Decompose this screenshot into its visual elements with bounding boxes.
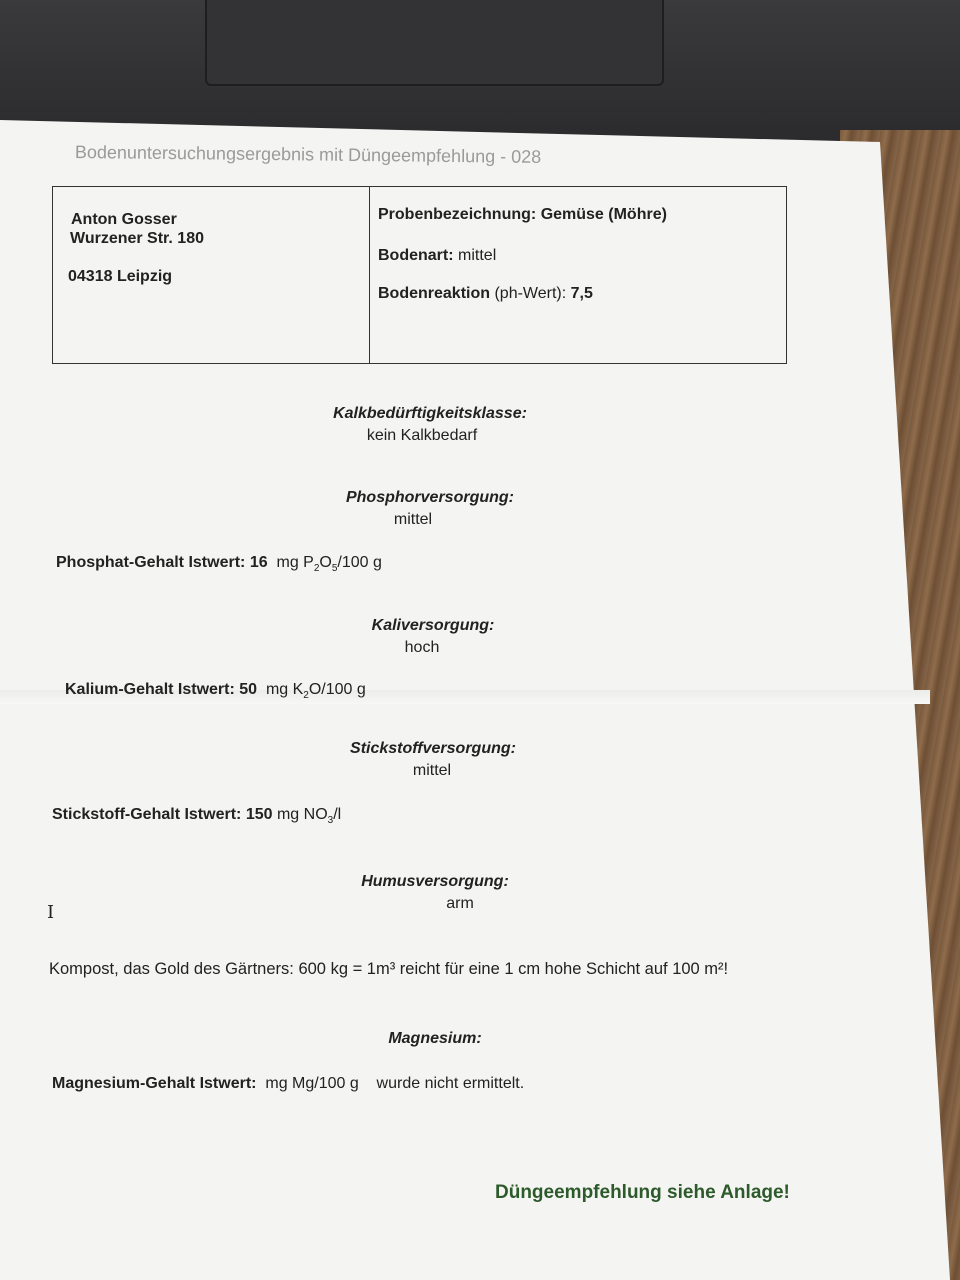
- magnesium-unit: mg Mg/100 g: [265, 1075, 359, 1092]
- nitrogen-value: mittel: [412, 762, 452, 779]
- nitrogen-sub1: 3: [327, 815, 334, 827]
- laptop-trackpad: [205, 0, 664, 86]
- address-name: Anton Gosser: [71, 211, 177, 228]
- potassium-label: Kalium-Gehalt Istwert:: [65, 681, 235, 698]
- soil-type: [378, 247, 496, 265]
- fertilizer-recommendation: Düngeempfehlung siehe Anlage!: [495, 1182, 790, 1203]
- potassium-heading: Kaliversorgung:: [371, 617, 495, 634]
- phosphate-unit-suffix: /100 g: [337, 554, 382, 571]
- nitrogen-unit-suffix: /l: [333, 806, 342, 823]
- nitrogen-unit-prefix: mg NO: [276, 806, 328, 823]
- phosphate-sub2: 5: [331, 563, 338, 575]
- reaction-value: 7,5: [570, 285, 593, 302]
- magnesium-measurement: [52, 1075, 524, 1093]
- phosphate-measurement: [56, 554, 382, 574]
- potassium-sub1: 2: [303, 690, 309, 702]
- reaction-unit: (ph-Wert):: [494, 285, 567, 302]
- nitrogen-measure-value: 150: [245, 806, 273, 823]
- info-box: [52, 186, 787, 364]
- magnesium-status: wurde nicht ermittelt.: [376, 1075, 525, 1092]
- address-cell: [53, 187, 370, 363]
- reaction-label: Bodenreaktion: [378, 285, 491, 302]
- phosphate-label: Phosphat-Gehalt Istwert:: [56, 554, 246, 571]
- magnesium-label: Magnesium-Gehalt Istwert:: [52, 1075, 257, 1092]
- nitrogen-label: Stickstoff-Gehalt Istwert:: [52, 806, 242, 823]
- soil-reaction: [378, 285, 593, 303]
- phosphor-value: mittel: [393, 511, 433, 528]
- nitrogen-measurement: [52, 806, 341, 826]
- humus-value: arm: [446, 895, 474, 912]
- designation-value: Gemüse (Möhre): [540, 206, 667, 223]
- document-title: Bodenuntersuchungsergebnis mit Düngeempfehlung - 028: [74, 142, 542, 167]
- address-city: 04318 Leipzig: [68, 268, 173, 285]
- potassium-unit-prefix: mg K: [265, 681, 304, 698]
- compost-note: Kompost, das Gold des Gärtners: 600 kg = 1m³ reicht für eine 1 cm hohe Schicht auf 100 m²!: [49, 960, 729, 978]
- sample-cell: [370, 187, 786, 363]
- soil-type-value: mittel: [458, 247, 497, 264]
- potassium-measurement: [65, 681, 366, 701]
- sample-designation: [378, 206, 667, 224]
- phosphate-value: 16: [249, 554, 268, 571]
- potassium-measure-value: 50: [239, 681, 258, 698]
- soil-type-label: Bodenart:: [378, 247, 454, 264]
- lime-heading: Kalkbedürftigkeitsklasse:: [333, 405, 527, 422]
- address-street: Wurzener Str. 180: [70, 230, 204, 247]
- stray-character: I: [47, 902, 55, 923]
- phosphate-unit-prefix: mg P: [276, 554, 314, 571]
- humus-heading: Humusversorgung:: [361, 873, 509, 890]
- magnesium-heading: Magnesium:: [388, 1030, 482, 1047]
- potassium-unit-suffix: O/100 g: [308, 681, 366, 698]
- nitrogen-heading: Stickstoffversorgung:: [350, 740, 516, 757]
- phosphor-heading: Phosphorversorgung:: [345, 489, 514, 506]
- designation-label: Probenbezeichnung:: [378, 206, 537, 223]
- potassium-value: hoch: [404, 639, 440, 656]
- phosphate-sub1: 2: [313, 563, 320, 575]
- lime-value: kein Kalkbedarf: [366, 427, 478, 444]
- phosphate-unit-mid: O: [319, 554, 332, 571]
